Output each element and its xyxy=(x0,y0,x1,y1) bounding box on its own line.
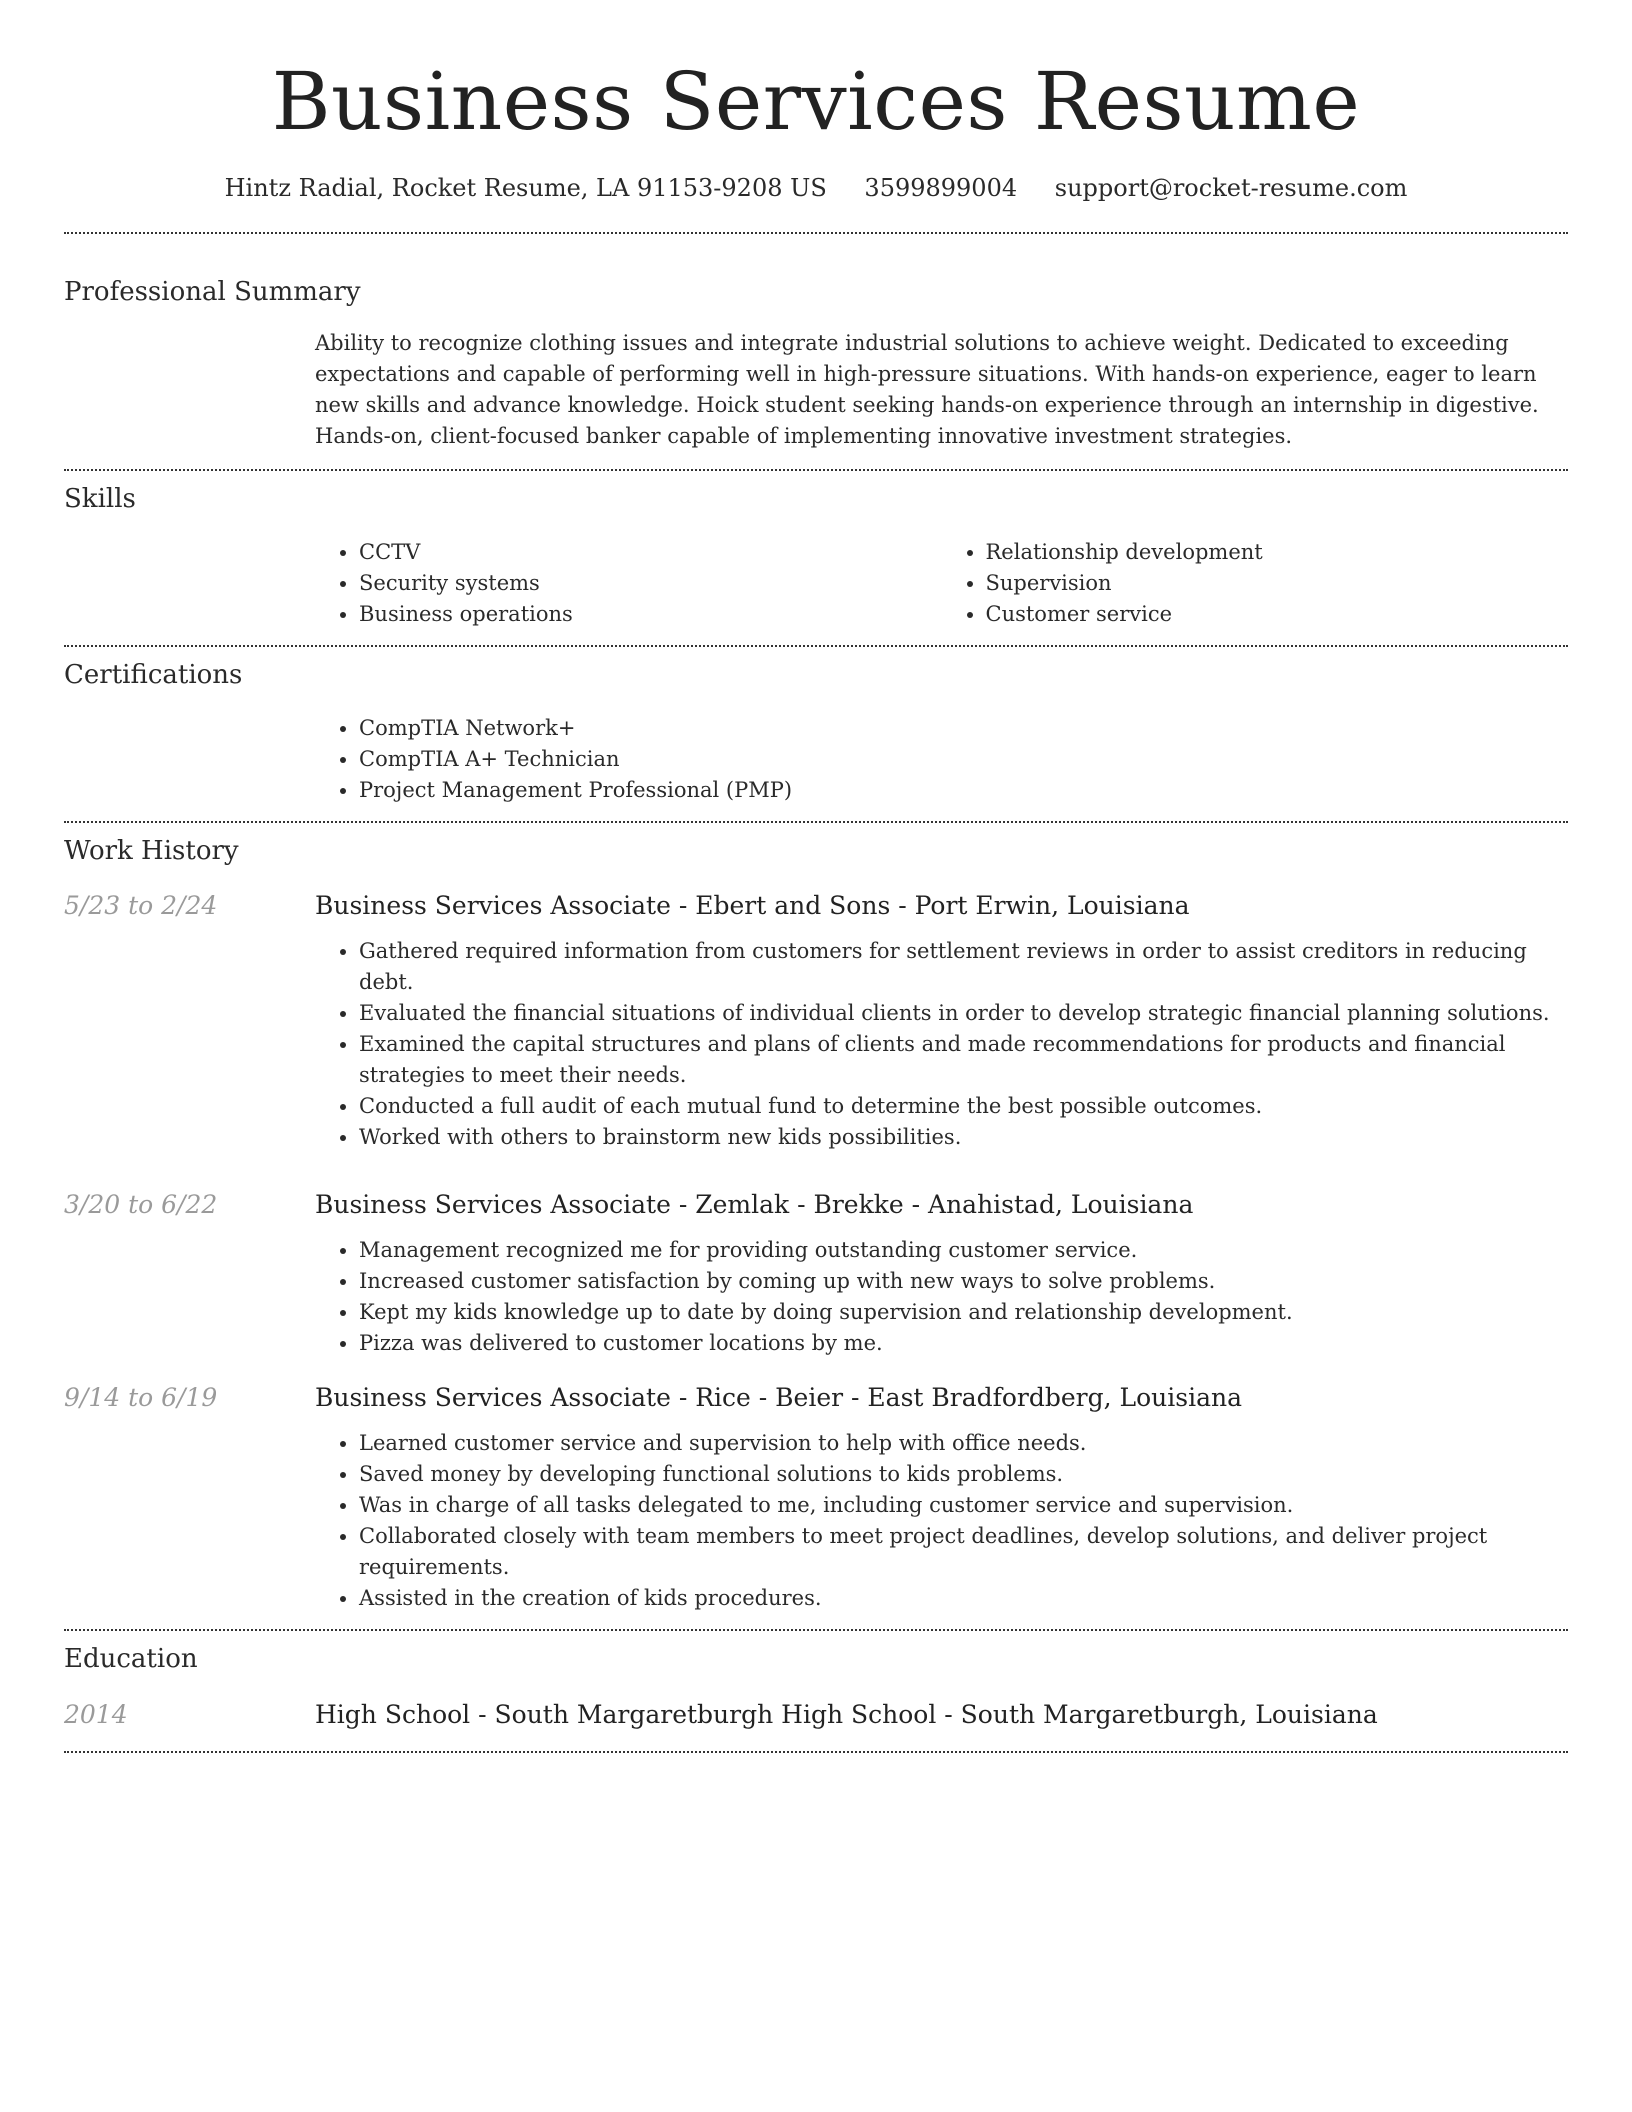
work-entry-header xyxy=(64,1381,1568,1415)
divider xyxy=(64,1751,1568,1753)
contact-address: Hintz Radial, Rocket Resume, LA 91153-9208 US xyxy=(224,174,827,202)
work-bullets xyxy=(315,1235,1568,1359)
section-title-skills: Skills xyxy=(64,484,136,514)
skills-grid xyxy=(315,537,1568,630)
work-bullet: • Management recognized me for providing outstanding customer service. xyxy=(359,1235,1568,1266)
work-bullet: • Saved money by developing functional solutions to kids problems. xyxy=(359,1459,1568,1490)
work-entry-title: Business Services Associate - Rice - Beier - East Bradfordberg, Louisiana xyxy=(315,1383,1243,1412)
skill-item: • Relationship development xyxy=(986,537,1569,568)
work-bullet: • Collaborated closely with team members to meet project deadlines, develop solutions, and deliver project requirements. xyxy=(359,1521,1568,1583)
section-education xyxy=(64,1642,1568,1732)
work-bullet: • Evaluated the financial situations of individual clients in order to develop strategic financial planning solutions. xyxy=(359,998,1568,1029)
certification-item: • Project Management Professional (PMP) xyxy=(359,775,1568,806)
work-entry xyxy=(64,1188,1568,1359)
divider xyxy=(64,645,1568,647)
skill-item: • Security systems xyxy=(359,568,942,599)
work-bullets xyxy=(315,936,1568,1153)
work-bullet: • Conducted a full audit of each mutual fund to determine the best possible outcomes. xyxy=(359,1091,1568,1122)
work-entry-details xyxy=(315,1235,1568,1359)
work-entry-header xyxy=(64,889,1568,923)
work-bullet: • Worked with others to brainstorm new kids possibilities. xyxy=(359,1122,1568,1153)
divider xyxy=(64,232,1568,234)
skills-list-left xyxy=(315,537,942,630)
work-bullet: • Was in charge of all tasks delegated to me, including customer service and supervision. xyxy=(359,1490,1568,1521)
work-entry xyxy=(64,889,1568,1153)
skill-item: • Business operations xyxy=(359,599,942,630)
section-certifications xyxy=(64,658,1568,806)
resume-name: Business Services Resume xyxy=(271,55,1361,148)
section-title-summary: Professional Summary xyxy=(64,277,361,307)
work-bullet: • Assisted in the creation of kids procedures. xyxy=(359,1583,1568,1614)
education-entry-header xyxy=(64,1698,1568,1732)
education-title: High School - South Margaretburgh High School - South Margaretburgh, Louisiana xyxy=(315,1700,1378,1729)
work-bullet: • Learned customer service and supervision to help with office needs. xyxy=(359,1428,1568,1459)
work-bullets xyxy=(315,1428,1568,1614)
contact-phone: 3599899004 xyxy=(864,174,1018,202)
section-skills xyxy=(64,482,1568,630)
work-entry-title: Business Services Associate - Zemlak - Brekke - Anahistad, Louisiana xyxy=(315,1190,1194,1219)
section-title-education: Education xyxy=(64,1644,198,1674)
contact-line xyxy=(64,172,1568,204)
divider xyxy=(64,821,1568,823)
work-entry-title: Business Services Associate - Ebert and Sons - Port Erwin, Louisiana xyxy=(315,891,1190,920)
section-title-work: Work History xyxy=(64,836,239,866)
certifications-block xyxy=(315,713,1568,806)
resume-page xyxy=(64,0,1568,1753)
education-year: 2014 xyxy=(64,1700,128,1729)
section-work-history xyxy=(64,834,1568,1614)
work-entry-details xyxy=(315,936,1568,1153)
skills-list-right xyxy=(942,537,1569,630)
work-bullet: • Examined the capital structures and plans of clients and made recommendations for products and financial strategies to meet their needs. xyxy=(359,1029,1568,1091)
certifications-list xyxy=(315,713,1568,806)
summary-text: Ability to recognize clothing issues and integrate industrial solutions to achieve weight. Dedicated to exceeding expectations and capable of performing well in high-pressure situations. With hands-on experience, eager to learn new skills and advance knowledge. Hoick student seeking hands-on experience through an internship in digestive. Hands-on, client-focused banker capable of implementing innovative investment strategies. xyxy=(315,331,1539,448)
work-entry xyxy=(64,1381,1568,1614)
work-bullet: • Pizza was delivered to customer locations by me. xyxy=(359,1328,1568,1359)
certification-item: • CompTIA A+ Technician xyxy=(359,744,1568,775)
skill-item: • CCTV xyxy=(359,537,942,568)
divider xyxy=(64,469,1568,471)
contact-email[interactable]: support@rocket-resume.com xyxy=(1054,174,1408,202)
work-bullet: • Kept my kids knowledge up to date by doing supervision and relationship development. xyxy=(359,1297,1568,1328)
work-entry-dates: 9/14 to 6/19 xyxy=(64,1383,218,1412)
education-entry xyxy=(64,1698,1568,1732)
work-bullet: • Increased customer satisfaction by coming up with new ways to solve problems. xyxy=(359,1266,1568,1297)
certification-item: • CompTIA Network+ xyxy=(359,713,1568,744)
skill-item: • Customer service xyxy=(986,599,1569,630)
work-entry-header xyxy=(64,1188,1568,1222)
work-entry-dates: 5/23 to 2/24 xyxy=(64,891,218,920)
section-title-certifications: Certifications xyxy=(64,660,243,690)
work-bullet: • Gathered required information from customers for settlement reviews in order to assist creditors in reducing debt. xyxy=(359,936,1568,998)
section-summary xyxy=(64,275,1568,452)
work-entry-details xyxy=(315,1428,1568,1614)
work-entry-dates: 3/20 to 6/22 xyxy=(64,1190,218,1219)
divider xyxy=(64,1629,1568,1631)
skill-item: • Supervision xyxy=(986,568,1569,599)
